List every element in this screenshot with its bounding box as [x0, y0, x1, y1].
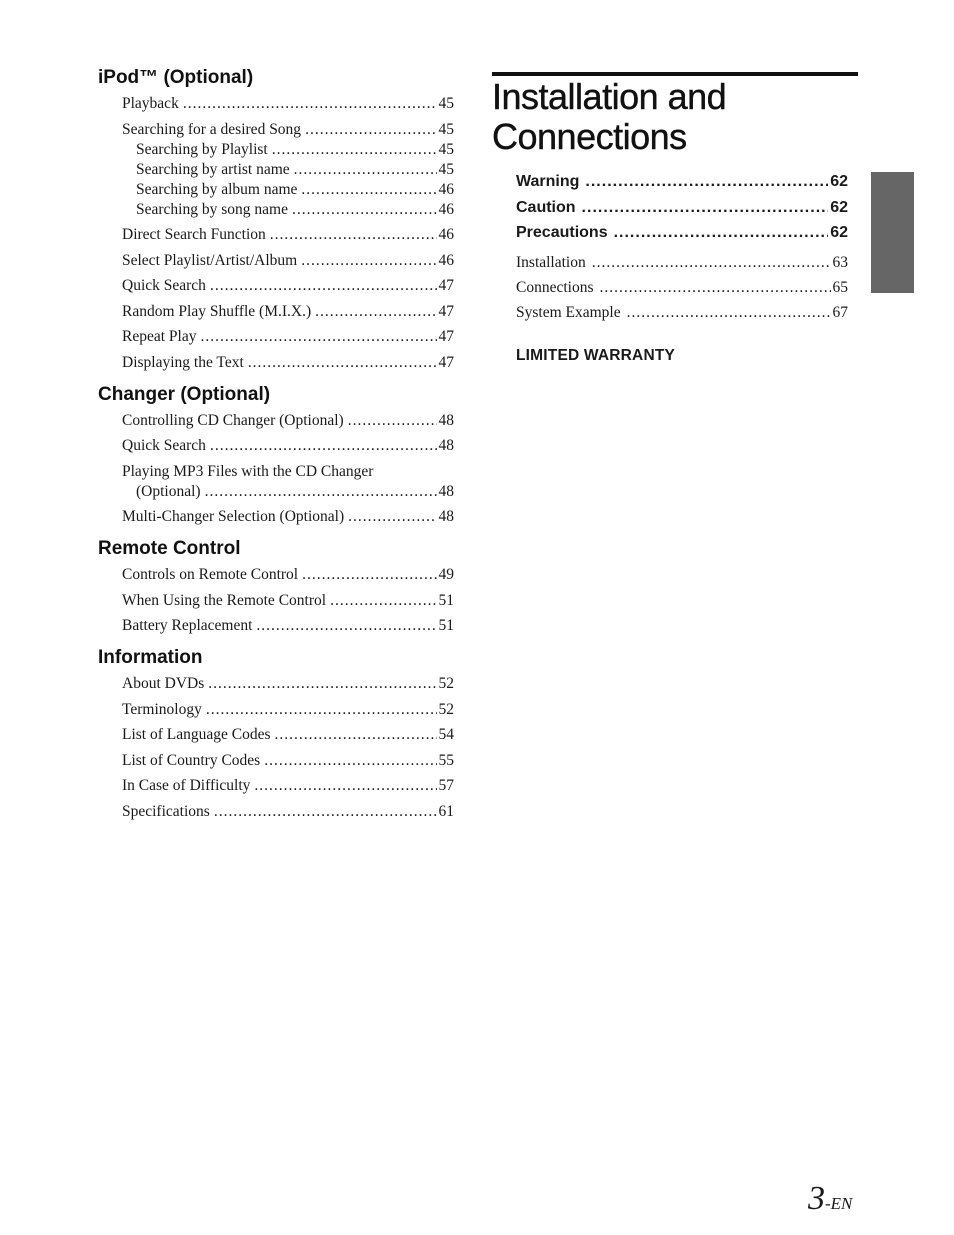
leader-dots: [248, 353, 437, 373]
page-number: 3-EN: [808, 1180, 853, 1217]
toc-entry[interactable]: Searching for a desired Song ..... 45: [98, 120, 454, 140]
toc-entry[interactable]: Connections ..... 65: [516, 275, 848, 300]
leader-dots: [270, 225, 437, 245]
leader-dots: [292, 200, 437, 220]
leader-dots: [614, 220, 829, 246]
toc-entry[interactable]: Repeat Play ..... 47: [98, 327, 454, 347]
toc-section-remote: [98, 537, 454, 636]
leader-dots: [305, 120, 436, 140]
toc-entry[interactable]: Playing MP3 Files with the CD Changer (Optional) ..... 48: [98, 462, 454, 502]
leader-dots: [330, 591, 436, 611]
toc-entry[interactable]: About DVDs ..... 52: [98, 674, 454, 694]
toc-entry[interactable]: List of Language Codes ..... 54: [98, 725, 454, 745]
leader-dots: [205, 482, 437, 502]
section-heading-changer: Changer (Optional): [98, 383, 271, 405]
toc-subentry[interactable]: Searching by album name ..... 46: [98, 180, 454, 200]
toc-subentry[interactable]: Searching by artist name ..... 45: [98, 160, 454, 180]
toc-entry-bold[interactable]: Warning ..... 62: [516, 169, 848, 195]
leader-dots: [592, 250, 831, 275]
leader-dots: [348, 411, 437, 431]
toc-entry[interactable]: Controlling CD Changer (Optional) ..... 48: [98, 411, 454, 431]
toc-subentry[interactable]: Searching by Playlist ..... 45: [98, 140, 454, 160]
toc-entry[interactable]: Quick Search ..... 48: [98, 436, 454, 456]
toc-entry[interactable]: Installation ..... 63: [516, 250, 848, 275]
toc-left-column: [98, 66, 454, 832]
toc-section-information: [98, 646, 454, 822]
leader-dots: [200, 327, 436, 347]
section-heading-information: Information: [98, 647, 203, 668]
leader-dots: [302, 565, 436, 585]
leader-dots: [348, 507, 436, 527]
toc-subentry[interactable]: Searching by song name ..... 46: [98, 200, 454, 220]
toc-entry[interactable]: Battery Replacement ..... 51: [98, 616, 454, 636]
leader-dots: [315, 302, 436, 322]
toc-entry[interactable]: Direct Search Function ..... 46: [98, 225, 454, 245]
leader-dots: [301, 251, 436, 271]
toc-entry-bold[interactable]: Precautions ..... 62: [516, 220, 848, 246]
toc-entry[interactable]: Multi-Changer Selection (Optional) ..... 48: [98, 507, 454, 527]
leader-dots: [256, 616, 436, 636]
toc-entry[interactable]: Specifications ..... 61: [98, 802, 454, 822]
leader-dots: [301, 180, 436, 200]
leader-dots: [582, 195, 829, 221]
leader-dots: [183, 94, 437, 114]
leader-dots: [214, 802, 437, 822]
toc-right-column: [492, 72, 858, 365]
chapter-toc-list: [492, 169, 858, 365]
toc-entry[interactable]: In Case of Difficulty ..... 57: [98, 776, 454, 796]
leader-dots: [600, 275, 831, 300]
toc-entry[interactable]: Select Playlist/Artist/Album ..... 46: [98, 251, 454, 271]
toc-entry[interactable]: When Using the Remote Control ..... 51: [98, 591, 454, 611]
chapter-title: Installation and Connections: [492, 76, 727, 157]
toc-entry[interactable]: Playback ..... 45: [98, 94, 454, 114]
toc-entry[interactable]: Quick Search ..... 47: [98, 276, 454, 296]
toc-entry[interactable]: List of Country Codes ..... 55: [98, 751, 454, 771]
leader-dots: [627, 300, 831, 325]
leader-dots: [208, 674, 436, 694]
toc-entry[interactable]: Displaying the Text ..... 47: [98, 353, 454, 373]
toc-entry[interactable]: Random Play Shuffle (M.I.X.) ..... 47: [98, 302, 454, 322]
leader-dots: [210, 276, 437, 296]
leader-dots: [294, 160, 437, 180]
toc-entry[interactable]: Controls on Remote Control ..... 49: [98, 565, 454, 585]
leader-dots: [585, 169, 828, 195]
toc-entry[interactable]: Terminology ..... 52: [98, 700, 454, 720]
toc-entry-bold[interactable]: Caution ..... 62: [516, 195, 848, 221]
leader-dots: [254, 776, 436, 796]
toc-section-ipod: [98, 66, 454, 373]
leader-dots: [275, 725, 437, 745]
section-heading-ipod: iPod™ (Optional): [98, 67, 254, 88]
leader-dots: [272, 140, 437, 160]
limited-warranty-link[interactable]: LIMITED WARRANTY: [516, 346, 676, 364]
section-heading-remote: Remote Control: [98, 538, 241, 559]
toc-section-changer: [98, 383, 454, 528]
toc-entry[interactable]: System Example ..... 67: [516, 300, 848, 325]
chapter-side-tab: [871, 172, 914, 293]
leader-dots: [264, 751, 436, 771]
leader-dots: [210, 436, 437, 456]
leader-dots: [206, 700, 437, 720]
